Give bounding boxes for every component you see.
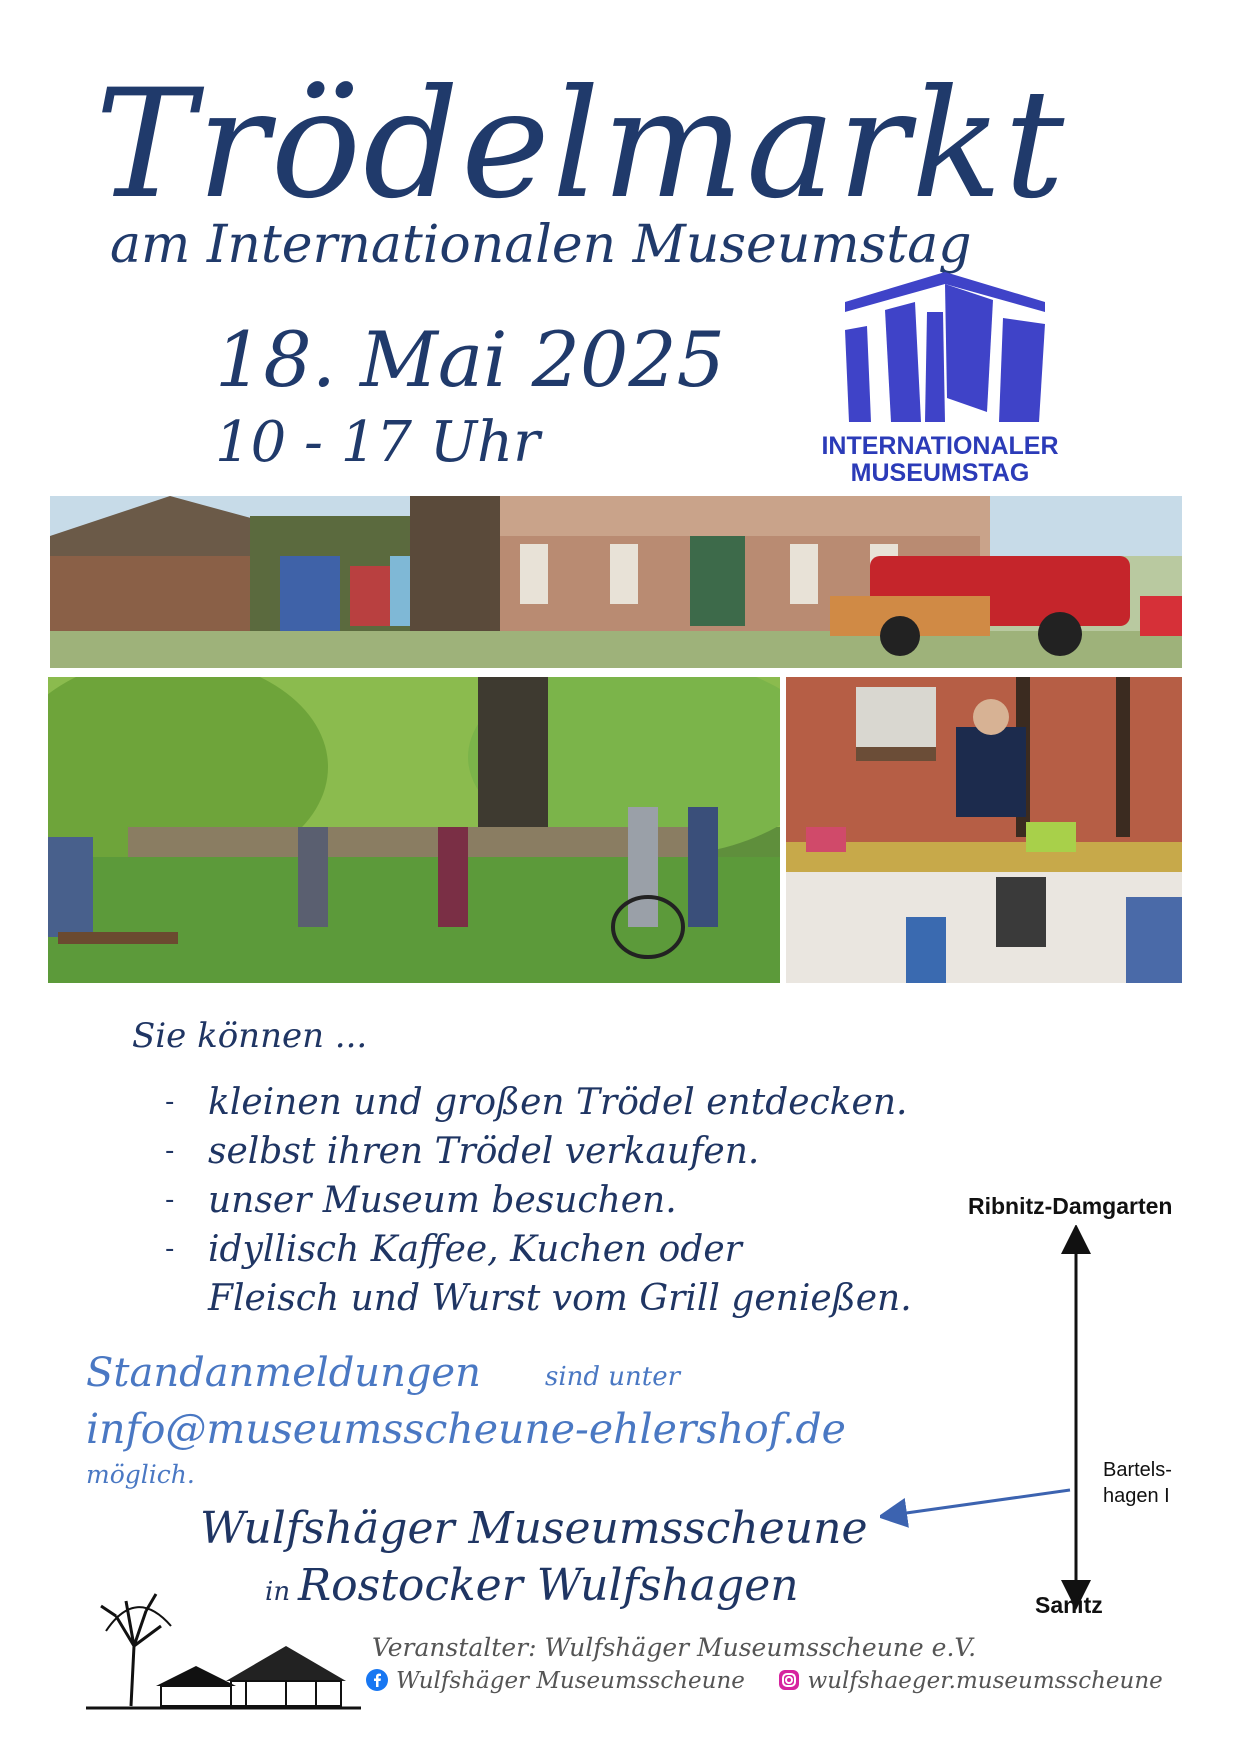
page-subtitle: am Internationalen Museumstag xyxy=(110,215,972,275)
instagram-handle: wulfshaeger.museumsscheune xyxy=(807,1668,1163,1694)
event-time: 10 - 17 Uhr xyxy=(215,410,540,475)
page-title: Trödelmarkt xyxy=(95,58,1067,232)
logo-line-2: MUSEUMSTAG xyxy=(850,459,1030,487)
facebook-link[interactable] xyxy=(366,1668,752,1694)
registration-closing: möglich. xyxy=(86,1460,195,1489)
list-item: - idyllisch Kaffee, Kuchen oder xyxy=(165,1229,742,1270)
museumstag-logo-text xyxy=(790,433,1090,487)
map-label-south: Sanitz xyxy=(1035,1592,1103,1618)
list-item: - kleinen und großen Trödel entdecken. xyxy=(165,1082,908,1123)
venue-pointer-arrow-icon xyxy=(892,1490,1070,1515)
map-label-north: Ribnitz-Damgarten xyxy=(968,1193,1173,1219)
event-date: 18. Mai 2025 xyxy=(215,315,726,404)
venue-location: Rostocker Wulfshagen xyxy=(298,1560,799,1611)
intro-text: Sie können ... xyxy=(132,1016,368,1056)
venue-name: Wulfshäger Museumsscheune xyxy=(200,1503,868,1554)
logo-line-1: INTERNATIONALER xyxy=(821,432,1059,460)
venue-preposition: in xyxy=(265,1577,291,1607)
map-label-junction-line-1: Bartels- xyxy=(1103,1459,1172,1481)
activity-list xyxy=(165,1078,912,1323)
photo-market-meadow xyxy=(48,677,780,983)
instagram-icon xyxy=(778,1669,800,1691)
organizer-text: Veranstalter: Wulfshäger Museumsscheune e.V. xyxy=(372,1633,977,1662)
list-item xyxy=(165,1274,912,1323)
list-item-text: kleinen und großen Trödel entdecken. xyxy=(208,1082,908,1123)
social-links xyxy=(366,1668,1163,1694)
directions-map-arrows xyxy=(880,1225,1100,1615)
list-item-text: unser Museum besuchen. xyxy=(208,1180,677,1221)
photo-market-stall xyxy=(786,677,1182,983)
museum-farm-sketch-logo-icon xyxy=(86,1586,361,1716)
facebook-handle: Wulfshäger Museumsscheune xyxy=(396,1668,745,1694)
list-item: - unser Museum besuchen. xyxy=(165,1180,677,1221)
registration-email-link[interactable]: info@museumsscheune-ehlershof.de xyxy=(86,1405,846,1453)
list-item-text: idyllisch Kaffee, Kuchen oder xyxy=(208,1229,742,1270)
photo-market-courtyard xyxy=(50,496,1182,668)
registration-label: Standanmeldungen xyxy=(86,1350,481,1396)
map-label-junction xyxy=(1103,1457,1172,1509)
map-label-junction-line-2: hagen I xyxy=(1103,1485,1170,1507)
list-item: - selbst ihren Trödel verkaufen. xyxy=(165,1131,760,1172)
museumstag-logo-icon xyxy=(845,272,1045,422)
list-item-text: Fleisch und Wurst vom Grill genießen. xyxy=(208,1278,912,1319)
list-item-text: selbst ihren Trödel verkaufen. xyxy=(208,1131,760,1172)
registration-suffix: sind unter xyxy=(545,1362,681,1392)
instagram-link[interactable] xyxy=(778,1668,1163,1694)
facebook-icon xyxy=(366,1669,388,1691)
